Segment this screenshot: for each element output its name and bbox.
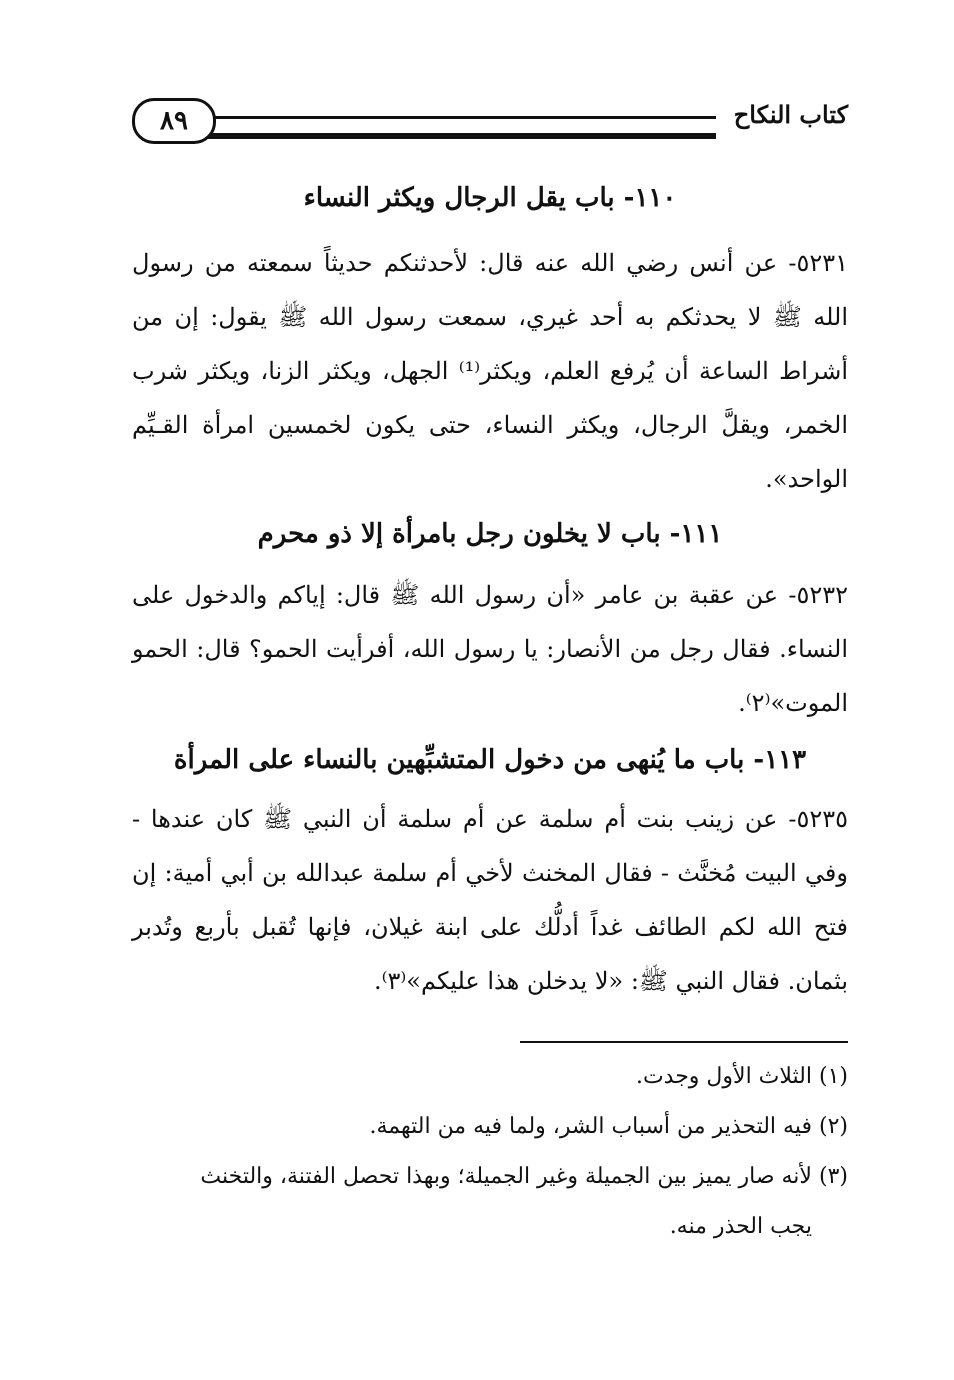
footnote-3: [132, 1152, 848, 1252]
footnote-separator: [520, 1041, 848, 1043]
hadith-5231: ٥٢٣١- عن أنس رضي الله عنه قال: لأحدثنكم حديثاً سمعته من رسول الله ﷺ لا يحدثكم به أحد غيري، سمعت رسول الله ﷺ يقول: إن من أشراط الساعة أن يُرفع العلم، ويكثر⁽¹⁾ الجهل، ويكثر الزنا، ويكثر شرب الخمر، ويقلَّ الرجال، ويكثر النساء، حتى يكون لخمسين امرأة القـيِّم الواحد».: [132, 249, 848, 493]
footnote-text: الثلاث الأول وجدت.: [635, 1064, 812, 1089]
page-number: ٨٩: [132, 98, 216, 144]
section-heading-110: ١١٠- باب يقل الرجال ويكثر النساء: [303, 183, 677, 213]
main-text: [132, 178, 848, 1008]
page-header: [132, 96, 848, 156]
footnote-text: لأنه صار يميز بين الجميلة وغير الجميلة؛ وبهذا تحصل الفتنة، والتخنث: [200, 1164, 812, 1189]
section-heading-111: ١١١- باب لا يخلون رجل بامرأة إلا ذو محرم: [257, 519, 723, 549]
footnote-2: [132, 1102, 848, 1152]
footnote-number: (٢): [818, 1114, 848, 1139]
footnote-number: (١): [818, 1064, 848, 1089]
hadith-5235: ٥٢٣٥- عن زينب بنت أم سلمة عن أم سلمة أن النبي ﷺ كان عندها - وفي البيت مُخنَّث - فقال المخنث لأخي أم سلمة عبدالله بن أبي أمية: إن فتح الله لكم الطائف غداً أدلُّك على ابنة غيلان، فإنها تُقبل بأربع وتُدبر بثمان. فقال النبي ﷺ: «لا يدخلن هذا عليكم»⁽٣⁾.: [132, 805, 848, 995]
footnote-continuation: يجب الحذر منه.: [669, 1214, 812, 1239]
hadith-5232: ٥٢٣٢- عن عقبة بن عامر «أن رسول الله ﷺ قال: إياكم والدخول على النساء. فقال رجل من الأنصار: يا رسول الله، أفرأيت الحمو؟ قال: الحمو الموت»⁽٢⁾.: [132, 581, 848, 717]
footnotes: [132, 1052, 848, 1252]
footnote-number: (٣): [818, 1164, 848, 1189]
chapter-title: كتاب النكاح: [733, 100, 848, 129]
footnote-1: [132, 1052, 848, 1102]
footnote-text: فيه التحذير من أسباب الشر، ولما فيه من التهمة.: [369, 1114, 812, 1139]
section-heading-113: ١١٣- باب ما يُنهى من دخول المتشبِّهين بالنساء على المرأة: [173, 745, 807, 775]
header-rule: [204, 116, 716, 139]
